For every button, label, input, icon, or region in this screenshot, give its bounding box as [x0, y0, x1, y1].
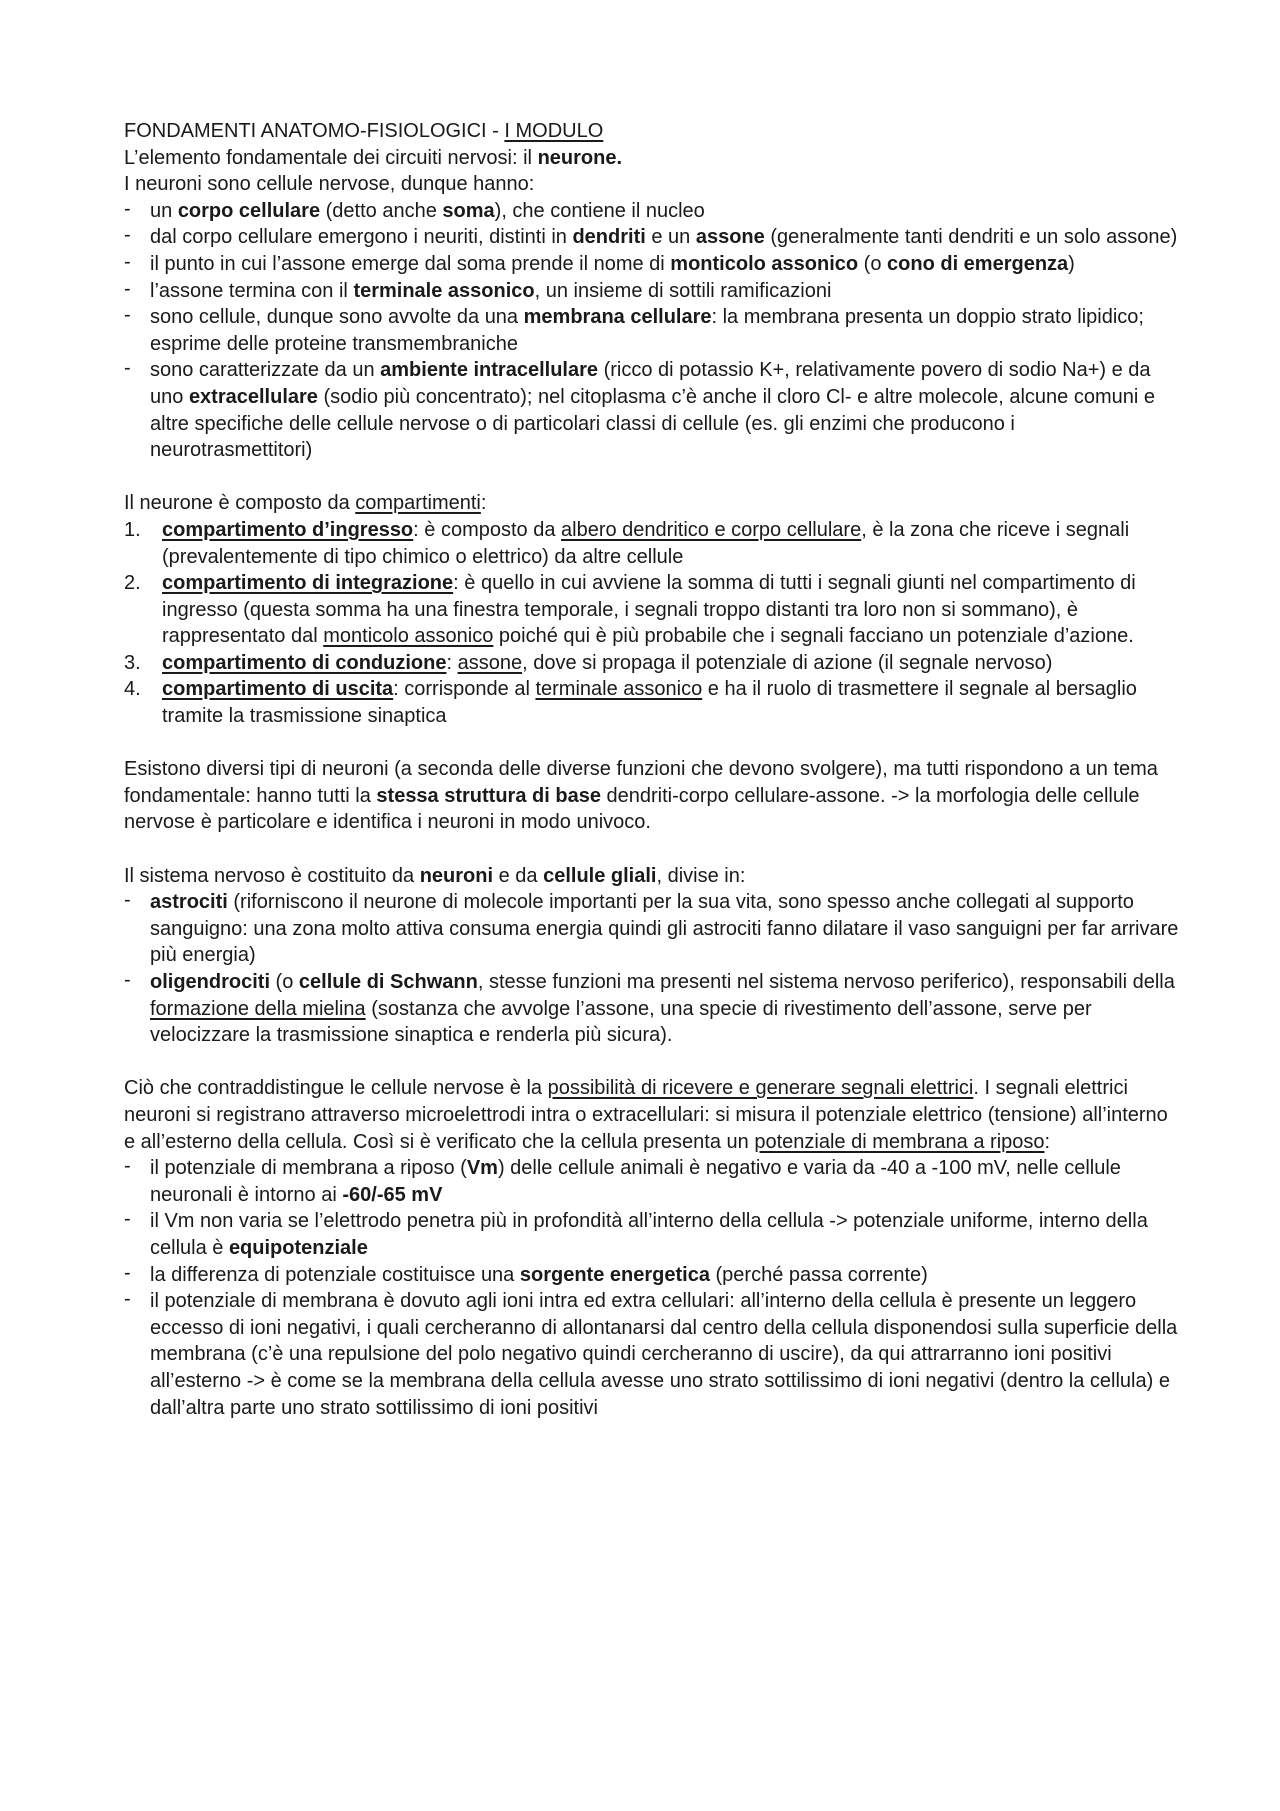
section-compartments — [124, 490, 1180, 729]
list-item: - il potenziale di membrana a riposo (Vm) delle cellule animali è negativo e varia da -40 a -100 mV, nelle cellule neuronali è intorno ai -60/-65 mV — [124, 1155, 1180, 1208]
signals-paragraph: Ciò che contraddistingue le cellule nervose è la possibilità di ricevere e generare segnali elettrici. I segnali elettrici neuroni si registrano attraverso microelettrodi intra o extracellulari: si misura il potenziale elettrico (tensione) all’interno e all’esterno della cellula. Così si è verificato che la cellula presenta un potenziale di membrana a riposo: — [124, 1077, 1168, 1153]
paragraph-gap — [124, 836, 1180, 863]
list-item: - la differenza di potenziale costituisce una sorgente energetica (perché passa corrente) — [124, 1262, 1180, 1289]
glia-heading: Il sistema nervoso è costituito da neuroni e da cellule gliali, divise in: — [124, 864, 746, 887]
intro-list — [124, 198, 1180, 464]
list-item: 1. compartimento d’ingresso: è composto da albero dendritico e corpo cellulare, è la zona che riceve i segnali (prevalentemente di tipo chimico o elettrico) da altre cellule — [124, 518, 1130, 568]
document-title — [124, 118, 1180, 145]
list-item: 3. compartimento di conduzione: assone, dove si propaga il potenziale di azione (il segnale nervoso) — [124, 651, 1053, 674]
compartments-list — [124, 517, 1180, 730]
list-item: - sono cellule, dunque sono avvolte da una membrana cellulare: la membrana presenta un doppio strato lipidico; esprime delle proteine transmembraniche — [124, 304, 1180, 357]
paragraph-gap — [124, 464, 1180, 491]
list-item: - dal corpo cellulare emergono i neuriti, distinti in dendriti e un assone (generalmente tanti dendriti e un solo assone) — [124, 224, 1180, 251]
glia-list — [124, 889, 1180, 1049]
title-module: I MODULO — [504, 120, 604, 142]
paragraph-gap — [124, 730, 1180, 757]
list-item: - astrociti (riforniscono il neurone di molecole importanti per la sua vita, sono spesso anche collegati al supporto sanguigno: una zona molto attiva consuma energia quindi gli astrociti fanno dilatare il vaso sanguigni per far arrivare più energia) — [124, 889, 1180, 969]
list-item: 4. compartimento di uscita: corrisponde al terminale assonico e ha il ruolo di trasmettere il segnale al bersaglio tramite la trasmissione sinaptica — [124, 678, 1137, 728]
list-item: - il potenziale di membrana è dovuto agli ioni intra ed extra cellulari: all’interno della cellula è presente un leggero eccesso di ioni negativi, i quali cercheranno di allontanarsi dal centro della cellula disponendosi sulla superficie della membrana (c’è una repulsione del polo negativo quindi cercheranno di uscire), da qui attrarranno ioni positivi all’esterno -> è come se la membrana della cellula avesse uno strato sottilissimo di ioni negativi (dentro la cellula) e dall’altra parte uno strato sottilissimo di ioni positivi — [124, 1288, 1180, 1421]
list-item: - l’assone termina con il terminale assonico, un insieme di sottili ramificazioni — [124, 278, 1180, 305]
section-electrical-signals — [124, 1075, 1180, 1421]
title-text: FONDAMENTI ANATOMO-FISIOLOGICI - — [124, 120, 505, 142]
list-item: - un corpo cellulare (detto anche soma), che contiene il nucleo — [124, 198, 1180, 225]
compartments-heading: Il neurone è composto da compartimenti: — [124, 492, 487, 515]
intro-heading: L’elemento fondamentale dei circuiti nervosi: il neurone. — [124, 146, 623, 169]
list-item: - il punto in cui l’assone emerge dal soma prende il nome di monticolo assonico (o cono di emergenza) — [124, 251, 1180, 278]
list-item: - il Vm non varia se l’elettrodo penetra più in profondità all’interno della cellula -> potenziale uniforme, interno della cellula è equipotenziale — [124, 1208, 1180, 1261]
section-glia — [124, 863, 1180, 1049]
paragraph-gap — [124, 1049, 1180, 1076]
intro-line: I neuroni sono cellule nervose, dunque hanno: — [124, 173, 535, 196]
list-item: - sono caratterizzate da un ambiente intracellulare (ricco di potassio K+, relativamente povero di sodio Na+) e da uno extracellulare (sodio più concentrato); nel citoplasma c’è anche il cloro Cl- e altre molecole, alcune comuni e altre specifiche delle cellule nervose o di particolari classi di cellule (es. gli enzimi che producono i neurotrasmettitori) — [124, 357, 1180, 463]
signals-list — [124, 1155, 1180, 1421]
neuron-types-paragraph: Esistono diversi tipi di neuroni (a seconda delle diverse funzioni che devono svolgere), ma tutti rispondono a un tema fondamentale: hanno tutti la stessa struttura di base dendriti-corpo cellulare-assone. -> la morfologia delle cellule nervose è particolare e identifica i neuroni in modo univoco. — [124, 758, 1158, 834]
list-item: - oligendrociti (o cellule di Schwann, stesse funzioni ma presenti nel sistema nervoso periferico), responsabili della formazione della mielina (sostanza che avvolge l’assone, una specie di rivestimento dell’assone, serve per velocizzare la trasmissione sinaptica e renderla più sicura). — [124, 969, 1180, 1049]
section-neuron-intro — [124, 145, 1180, 464]
list-item: 2. compartimento di integrazione: è quello in cui avviene la somma di tutti i segnali giunti nel compartimento di ingresso (questa somma ha una finestra temporale, i segnali troppo distanti tra loro non si sommano), è rappresentato dal monticolo assonico poiché qui è più probabile che i segnali facciano un potenziale d’azione. — [124, 572, 1136, 648]
